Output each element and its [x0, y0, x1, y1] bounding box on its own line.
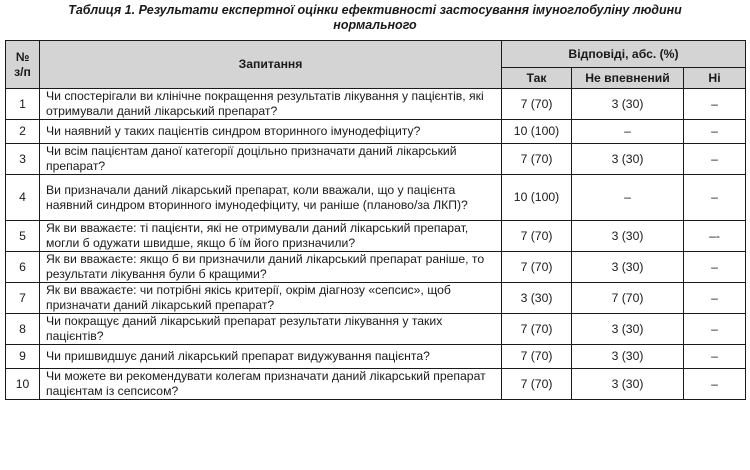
header-no: Ні: [684, 68, 746, 89]
table-row: [6, 89, 746, 120]
table-caption: [0, 3, 750, 33]
row-unsure: 3 (30): [572, 345, 684, 369]
caption-line-2: нормального: [333, 18, 417, 32]
row-unsure: 3 (30): [572, 89, 684, 120]
row-yes: 3 (30): [502, 283, 572, 314]
row-no: –: [684, 252, 746, 283]
row-no: –: [684, 314, 746, 345]
row-no: –: [684, 175, 746, 221]
row-question: Чи наявний у таких пацієнтів синдром вторинного імунодефіциту?: [40, 120, 502, 144]
row-no: –: [684, 345, 746, 369]
row-yes: 7 (70): [502, 89, 572, 120]
row-number: 9: [6, 345, 40, 369]
row-question: Чи пришвидшує даний лікарський препарат видужування пацієнта?: [40, 345, 502, 369]
row-unsure: 3 (30): [572, 221, 684, 252]
row-unsure: 3 (30): [572, 252, 684, 283]
row-no: –: [684, 120, 746, 144]
row-question: Ви призначали даний лікарський препарат, коли вважали, що у пацієнта наявний синдром вторинного імунодефіциту, чи раніше (планово/за ЛКП)?: [40, 175, 502, 221]
row-no: –-: [684, 221, 746, 252]
row-yes: 7 (70): [502, 345, 572, 369]
row-unsure: 7 (70): [572, 283, 684, 314]
row-question: Чи можете ви рекомендувати колегам призначати даний лікарський препарат пацієнтам із сепсисом?: [40, 369, 502, 400]
row-yes: 10 (100): [502, 120, 572, 144]
row-question: Як ви вважаєте: ті пацієнти, які не отримували даний лікарський препарат, могли б одужати швидше, якщо б їм його призначили?: [40, 221, 502, 252]
table-row: [6, 369, 746, 400]
row-number: 2: [6, 120, 40, 144]
row-question: Чи спостерігали ви клінічне покращення результатів лікування у пацієнтів, які отримували даний лікарський препарат?: [40, 89, 502, 120]
table-row: [6, 144, 746, 175]
row-question: Чи всім пацієнтам даної категорії доцільно призначати даний лікарський препарат?: [40, 144, 502, 175]
table-row: [6, 175, 746, 221]
row-number: 1: [6, 89, 40, 120]
row-unsure: 3 (30): [572, 314, 684, 345]
table-row: [6, 283, 746, 314]
table-row: [6, 314, 746, 345]
row-question: Як ви вважаєте: якщо б ви призначили даний лікарський препарат раніше, то результати лікування були б кращими?: [40, 252, 502, 283]
header-unsure: Не впевнений: [572, 68, 684, 89]
header-yes: Так: [502, 68, 572, 89]
row-yes: 7 (70): [502, 252, 572, 283]
row-number: 7: [6, 283, 40, 314]
row-no: –: [684, 369, 746, 400]
row-no: –: [684, 89, 746, 120]
table-row: [6, 345, 746, 369]
row-number: 4: [6, 175, 40, 221]
row-yes: 7 (70): [502, 144, 572, 175]
caption-line-1: Таблиця 1. Результати експертної оцінки ефективності застосування імуноглобуліну людини: [68, 3, 682, 17]
table-row: [6, 120, 746, 144]
row-no: –: [684, 283, 746, 314]
row-question: Як ви вважаєте: чи потрібні якісь критерії, окрім діагнозу «сепсис», щоб призначати даний лікарський препарат?: [40, 283, 502, 314]
row-yes: 7 (70): [502, 221, 572, 252]
row-yes: 7 (70): [502, 314, 572, 345]
row-number: 6: [6, 252, 40, 283]
header-question: Запитання: [40, 41, 502, 89]
table-row: [6, 221, 746, 252]
row-no: –: [684, 144, 746, 175]
row-unsure: –: [572, 175, 684, 221]
row-number: 5: [6, 221, 40, 252]
row-number: 3: [6, 144, 40, 175]
row-yes: 7 (70): [502, 369, 572, 400]
row-unsure: –: [572, 120, 684, 144]
row-unsure: 3 (30): [572, 144, 684, 175]
header-answers-group: Відповіді, абс. (%): [502, 41, 746, 68]
header-number: № з/п: [6, 41, 40, 89]
table-row: [6, 252, 746, 283]
row-question: Чи покращує даний лікарський препарат результати лікування у таких пацієнтів?: [40, 314, 502, 345]
row-number: 8: [6, 314, 40, 345]
row-yes: 10 (100): [502, 175, 572, 221]
row-unsure: 3 (30): [572, 369, 684, 400]
row-number: 10: [6, 369, 40, 400]
results-table: [5, 40, 746, 400]
